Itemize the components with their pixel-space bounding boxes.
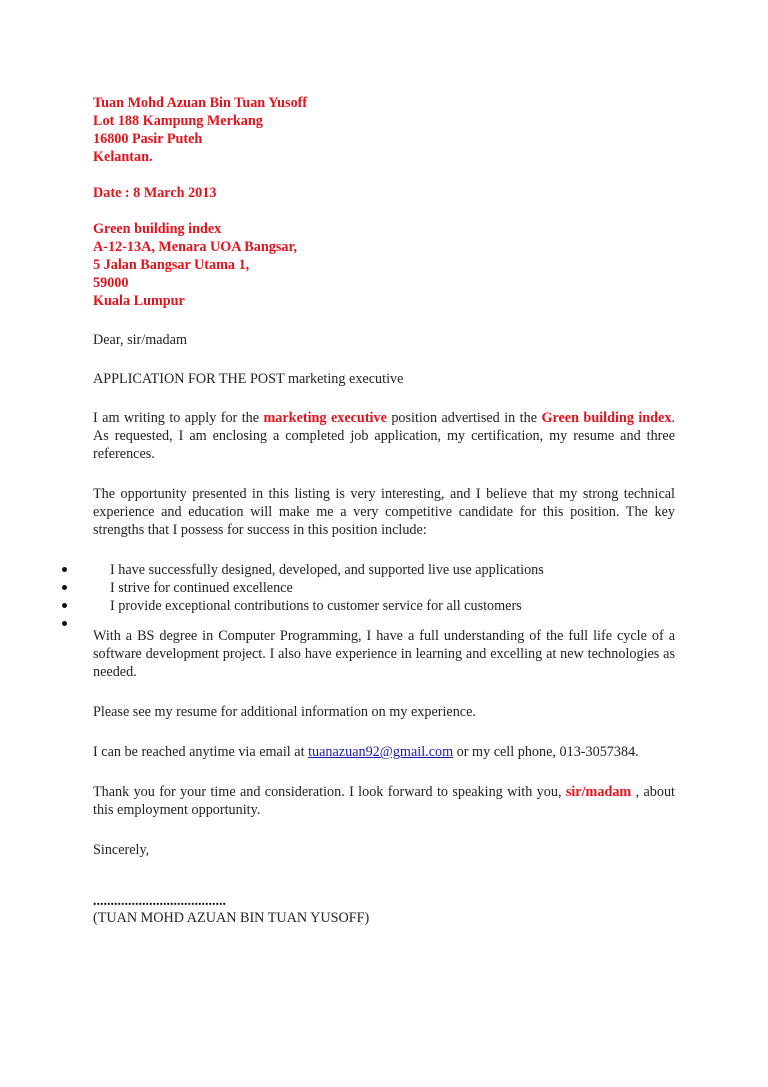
list-item bbox=[62, 579, 644, 597]
position-name: marketing executive bbox=[263, 410, 387, 426]
list-item bbox=[62, 597, 644, 615]
signature-line: ...................................... bbox=[93, 894, 226, 909]
text: Thank you for your time and consideration. I look forward to speaking with you, bbox=[93, 784, 566, 800]
recipient-address-line: A-12-13A, Menara UOA Bangsar, bbox=[93, 239, 298, 255]
addressee: sir/madam bbox=[565, 784, 632, 800]
paragraph-thanks bbox=[93, 783, 675, 819]
list-item bbox=[62, 561, 644, 579]
bullet-icon bbox=[62, 585, 67, 590]
bullet-icon bbox=[62, 567, 67, 572]
text: . As requested, I am enclosing a completed job application, my certification, my resume and three references. bbox=[93, 410, 675, 462]
list-item bbox=[62, 615, 644, 627]
paragraph-contact bbox=[93, 743, 675, 761]
letter-body bbox=[93, 94, 675, 927]
sender-address-line: 16800 Pasir Puteh bbox=[93, 131, 203, 147]
closing: Sincerely, bbox=[93, 842, 150, 858]
text: I can be reached anytime via email at bbox=[93, 744, 309, 760]
recipient-address bbox=[93, 220, 675, 310]
text: or my cell phone, 013-3057384. bbox=[453, 744, 639, 760]
subject-line: APPLICATION FOR THE POST marketing executive bbox=[93, 371, 404, 387]
recipient-address-line: Kuala Lumpur bbox=[93, 293, 185, 309]
paragraph-opportunity: The opportunity presented in this listing is very interesting, and I believe that my strong technical experience and education will make me a very competitive candidate for this position. The key strengths that I possess for success in this position include: bbox=[93, 486, 675, 538]
company-name: Green building index bbox=[541, 410, 672, 426]
sender-name: Tuan Mohd Azuan Bin Tuan Yusoff bbox=[93, 95, 308, 111]
strengths-list bbox=[62, 561, 644, 627]
recipient-address-line: 59000 bbox=[93, 275, 129, 291]
paragraph-intro bbox=[93, 409, 675, 463]
bullet-icon bbox=[62, 621, 67, 626]
sender-address-line: Lot 188 Kampung Merkang bbox=[93, 113, 263, 129]
letter-date: Date : 8 March 2013 bbox=[93, 185, 217, 201]
recipient-name: Green building index bbox=[93, 221, 222, 237]
list-item-text: I have successfully designed, developed, and supported live use applications bbox=[110, 562, 544, 578]
sender-address bbox=[93, 94, 675, 166]
text: position advertised in the bbox=[386, 410, 542, 426]
list-item-text: I provide exceptional contributions to customer service for all customers bbox=[110, 598, 522, 614]
salutation: Dear, sir/madam bbox=[93, 332, 187, 348]
bullet-icon bbox=[62, 603, 67, 608]
text: , about this employment opportunity. bbox=[93, 784, 675, 818]
text: I am writing to apply for the bbox=[93, 410, 264, 426]
signature-name: (TUAN MOHD AZUAN BIN TUAN YUSOFF) bbox=[93, 910, 370, 926]
paragraph-degree: With a BS degree in Computer Programming, I have a full understanding of the full life cycle of a software development project. I also have experience in learning and excelling at new technologies as needed. bbox=[93, 628, 675, 680]
paragraph-resume: Please see my resume for additional information on my experience. bbox=[93, 704, 476, 720]
list-item-text: I strive for continued excellence bbox=[110, 580, 293, 596]
sender-address-line: Kelantan. bbox=[93, 149, 153, 165]
email-link[interactable]: tuanazuan92@gmail.com bbox=[308, 744, 454, 760]
recipient-address-line: 5 Jalan Bangsar Utama 1, bbox=[93, 257, 250, 273]
